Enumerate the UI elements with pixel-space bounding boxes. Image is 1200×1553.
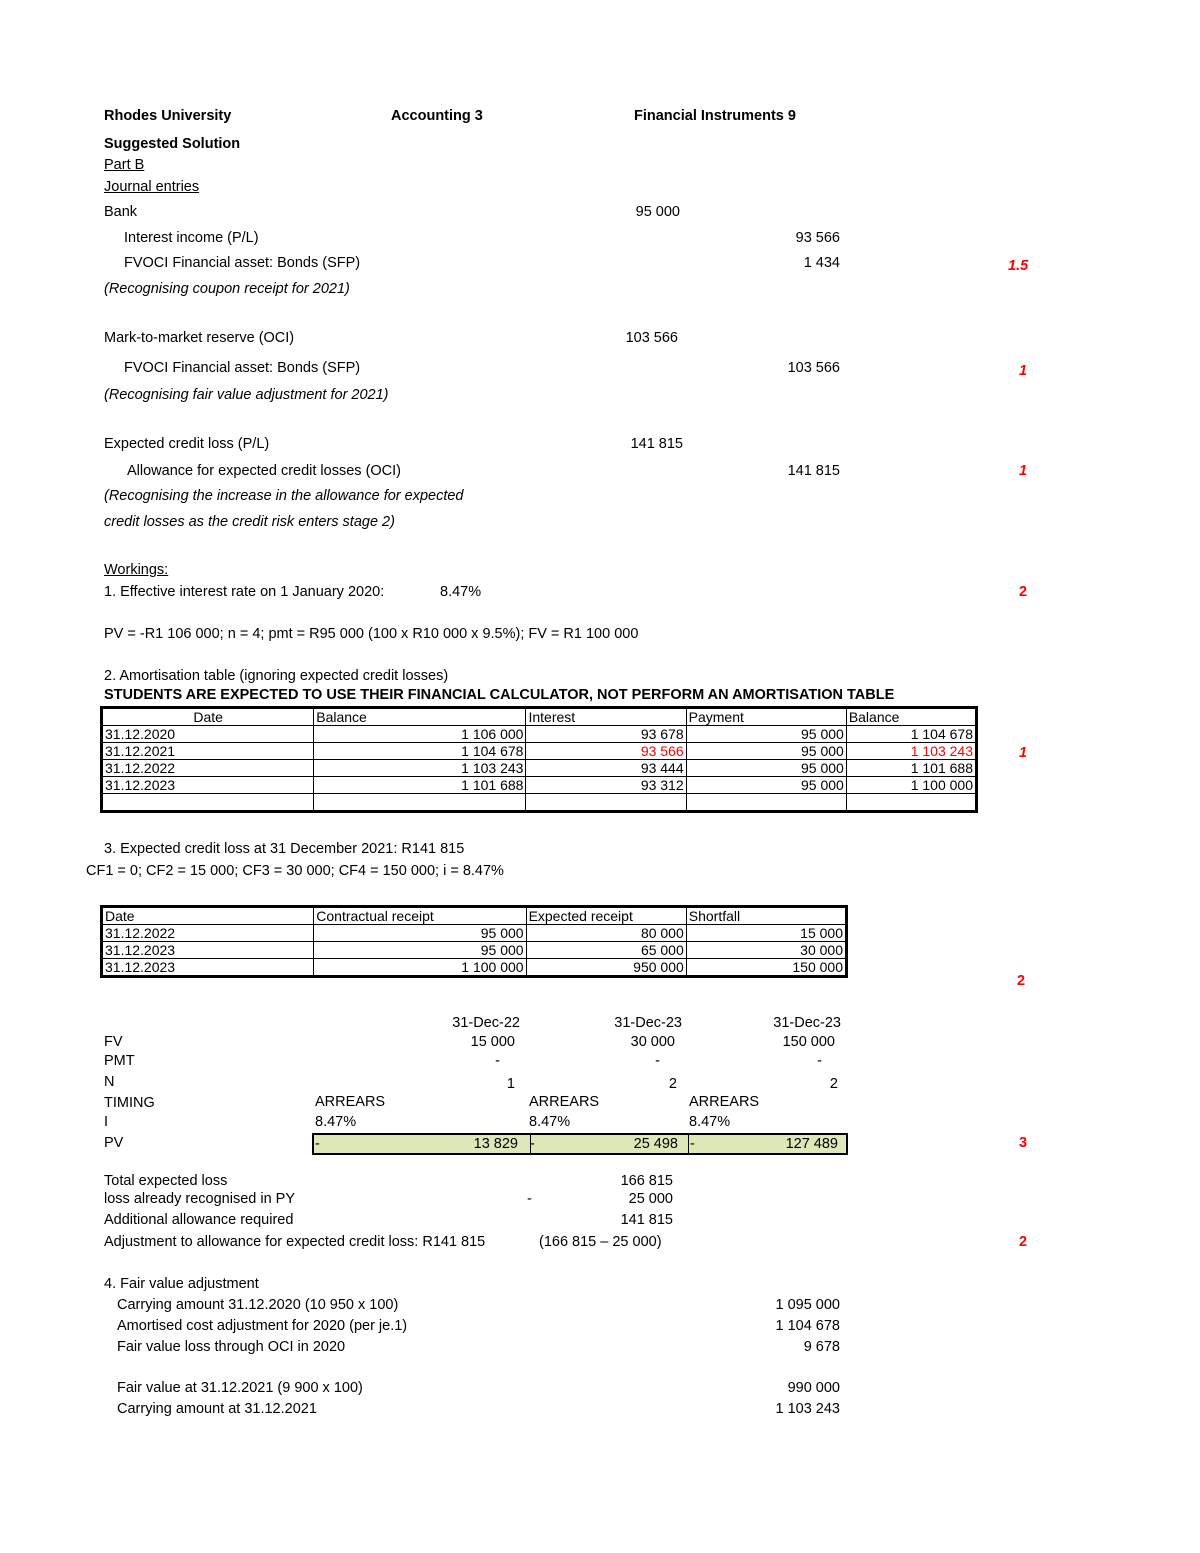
header-cell: Contractual receipt [314, 907, 526, 925]
adjustment-label: Adjustment to allowance for expected credit loss: R141 815 [104, 1234, 486, 1250]
w2-note: STUDENTS ARE EXPECTED TO USE THEIR FINANCIAL CALCULATOR, NOT PERFORM AN AMORTISATION TABLE [104, 687, 895, 703]
university-name: Rhodes University [104, 108, 232, 124]
table-cell: 1 104 678 [846, 726, 976, 743]
workings-heading: Workings: [104, 562, 169, 578]
table-cell: 1 104 678 [314, 743, 526, 760]
table-cell: 95 000 [686, 777, 846, 794]
w1-formula: PV = -R1 106 000; n = 4; pmt = R95 000 (100 x R10 000 x 9.5%); FV = R1 100 000 [104, 626, 639, 642]
w4-line-label: Fair value at 31.12.2021 (9 900 x 100) [117, 1380, 363, 1396]
table-row [102, 760, 977, 777]
i-value: 8.47% [529, 1114, 571, 1130]
w4-label: 4. Fair value adjustment [104, 1276, 259, 1292]
table-cell: 950 000 [526, 959, 686, 977]
je3-narration-line2: credit losses as the credit risk enters stage 2) [104, 514, 395, 530]
w3-table-mark: 2 [1017, 973, 1026, 989]
pv-divider [530, 1135, 532, 1153]
table-cell: 1 101 688 [846, 760, 976, 777]
table-cell [102, 794, 314, 812]
table-cell [526, 794, 686, 812]
table-cell: 31.12.2023 [102, 942, 314, 959]
n-value: 2 [668, 1076, 677, 1092]
adjustment-calc: (166 815 – 25 000) [539, 1234, 662, 1250]
table-header-row [102, 708, 977, 726]
prior-loss-label: loss already recognised in PY [104, 1191, 296, 1207]
w4-line-label: Carrying amount 31.12.2020 (10 950 x 100) [117, 1297, 399, 1313]
n-value: 2 [829, 1076, 838, 1092]
table-cell: 95 000 [314, 925, 526, 942]
table-row [102, 743, 977, 760]
je1-credit1-amount: 93 566 [795, 230, 840, 246]
table-cell: 31.12.2022 [102, 925, 314, 942]
i-label: I [104, 1114, 109, 1130]
header-cell: Shortfall [686, 907, 846, 925]
highlighted-interest-cell: 93 566 [526, 743, 686, 760]
table-cell: 150 000 [686, 959, 846, 977]
header-cell: Balance [314, 708, 526, 726]
header-cell: Date [102, 907, 314, 925]
w4-line-value: 1 095 000 [775, 1297, 840, 1313]
je1-narration: (Recognising coupon receipt for 2021) [104, 281, 350, 297]
table-cell: 95 000 [686, 726, 846, 743]
je2-credit-amount: 103 566 [787, 360, 840, 376]
pmt-value: - [655, 1053, 660, 1069]
w4-line-value: 1 104 678 [775, 1318, 840, 1334]
fv-value: 15 000 [470, 1034, 515, 1050]
table-cell [846, 794, 976, 812]
je1-credit2-amount: 1 434 [803, 255, 840, 271]
w4-line-value: 9 678 [803, 1339, 840, 1355]
course-name: Accounting 3 [391, 108, 483, 124]
highlighted-balance-cell: 1 103 243 [846, 743, 976, 760]
pv-sign: - [690, 1136, 695, 1152]
timing-value: ARREARS [529, 1094, 600, 1110]
additional-allowance-label: Additional allowance required [104, 1212, 294, 1228]
table-cell: 1 103 243 [314, 760, 526, 777]
header-cell: Interest [526, 708, 686, 726]
je3-credit-account: Allowance for expected credit losses (OCI) [127, 463, 401, 479]
table-row [102, 959, 847, 977]
pv-sign: - [315, 1136, 320, 1152]
prior-loss-value: 25 000 [628, 1191, 673, 1207]
pv-value: 13 829 [473, 1136, 518, 1152]
w4-line-value: 1 103 243 [775, 1401, 840, 1417]
header-cell: Payment [686, 708, 846, 726]
pv-value: 25 498 [633, 1136, 678, 1152]
expected-credit-loss-table [100, 905, 848, 978]
fv-value: 150 000 [782, 1034, 835, 1050]
table-cell: 95 000 [314, 942, 526, 959]
je1-mark: 1.5 [1008, 258, 1029, 274]
timing-value: ARREARS [315, 1094, 386, 1110]
pv-column-date: 31-Dec-23 [773, 1015, 841, 1031]
table-cell: 1 101 688 [314, 777, 526, 794]
je1-credit1-account: Interest income (P/L) [124, 230, 259, 246]
table-cell: 95 000 [686, 760, 846, 777]
table-cell: 31.12.2023 [102, 777, 314, 794]
timing-value: ARREARS [689, 1094, 760, 1110]
pmt-label: PMT [104, 1053, 135, 1069]
header-cell: Date [102, 708, 314, 726]
je1-debit-account: Bank [104, 204, 138, 220]
topic-name: Financial Instruments 9 [634, 108, 796, 124]
w3-label: 3. Expected credit loss at 31 December 2021: R141 815 [104, 841, 465, 857]
table-cell: 31.12.2021 [102, 743, 314, 760]
table-header-row [102, 907, 847, 925]
table-row [102, 925, 847, 942]
pv-mark: 3 [1019, 1135, 1028, 1151]
table-row [102, 942, 847, 959]
pv-result-row [312, 1133, 848, 1155]
part-label: Part B [104, 157, 145, 173]
w4-line-label: Carrying amount at 31.12.2021 [117, 1401, 317, 1417]
table-cell: 30 000 [686, 942, 846, 959]
pv-column-date: 31-Dec-22 [452, 1015, 520, 1031]
additional-allowance-value: 141 815 [620, 1212, 673, 1228]
table-cell: 31.12.2023 [102, 959, 314, 977]
table-cell: 1 100 000 [846, 777, 976, 794]
timing-label: TIMING [104, 1095, 155, 1111]
pv-sign: - [530, 1136, 535, 1152]
je1-credit2-account: FVOCI Financial asset: Bonds (SFP) [124, 255, 361, 271]
w1-value: 8.47% [440, 584, 482, 600]
pv-label: PV [104, 1135, 124, 1151]
table-cell: 95 000 [686, 743, 846, 760]
je2-debit-account: Mark-to-market reserve (OCI) [104, 330, 295, 346]
w2-label: 2. Amortisation table (ignoring expected credit losses) [104, 668, 449, 684]
je2-narration: (Recognising fair value adjustment for 2021) [104, 387, 389, 403]
pv-column-date: 31-Dec-23 [614, 1015, 682, 1031]
total-loss-value: 166 815 [620, 1173, 673, 1189]
table-cell: 1 106 000 [314, 726, 526, 743]
amortisation-table [100, 706, 978, 813]
table-cell: 93 444 [526, 760, 686, 777]
je2-credit-account: FVOCI Financial asset: Bonds (SFP) [124, 360, 361, 376]
n-label: N [104, 1074, 115, 1090]
table-cell: 31.12.2020 [102, 726, 314, 743]
w2-mark: 1 [1019, 745, 1028, 761]
total-loss-label: Total expected loss [104, 1173, 228, 1189]
w4-line-label: Amortised cost adjustment for 2020 (per je.1) [117, 1318, 408, 1334]
je1-debit-amount: 95 000 [635, 204, 680, 220]
pv-divider [688, 1135, 690, 1153]
fv-label: FV [104, 1034, 123, 1050]
table-cell: 93 312 [526, 777, 686, 794]
fv-value: 30 000 [630, 1034, 675, 1050]
w3-cashflows: CF1 = 0; CF2 = 15 000; CF3 = 30 000; CF4 = 150 000; i = 8.47% [86, 863, 504, 879]
section-heading: Journal entries [104, 179, 200, 195]
je3-debit-amount: 141 815 [630, 436, 683, 452]
w4-line-value: 990 000 [787, 1380, 840, 1396]
i-value: 8.47% [315, 1114, 357, 1130]
w1-label: 1. Effective interest rate on 1 January 2020: [104, 584, 385, 600]
table-cell [314, 794, 526, 812]
pmt-value: - [817, 1053, 822, 1069]
je2-mark: 1 [1019, 363, 1028, 379]
w4-line-label: Fair value loss through OCI in 2020 [117, 1339, 346, 1355]
table-row-empty [102, 794, 977, 812]
table-cell: 80 000 [526, 925, 686, 942]
je3-mark: 1 [1019, 463, 1028, 479]
table-cell [686, 794, 846, 812]
prior-loss-sign: - [527, 1191, 532, 1207]
je3-narration-line1: (Recognising the increase in the allowance for expected [104, 488, 464, 504]
je3-credit-amount: 141 815 [787, 463, 840, 479]
je3-debit-account: Expected credit loss (P/L) [104, 436, 270, 452]
table-cell: 31.12.2022 [102, 760, 314, 777]
table-row [102, 777, 977, 794]
i-value: 8.47% [689, 1114, 731, 1130]
table-cell: 15 000 [686, 925, 846, 942]
pv-value: 127 489 [785, 1136, 838, 1152]
summary-mark: 2 [1019, 1234, 1028, 1250]
w1-mark: 2 [1019, 584, 1028, 600]
pmt-value: - [495, 1053, 500, 1069]
header-cell: Expected receipt [526, 907, 686, 925]
n-value: 1 [506, 1076, 515, 1092]
je2-debit-amount: 103 566 [625, 330, 678, 346]
header-cell: Balance [846, 708, 976, 726]
table-cell: 1 100 000 [314, 959, 526, 977]
table-cell: 93 678 [526, 726, 686, 743]
table-cell: 65 000 [526, 942, 686, 959]
table-row [102, 726, 977, 743]
page-title: Suggested Solution [104, 136, 241, 152]
